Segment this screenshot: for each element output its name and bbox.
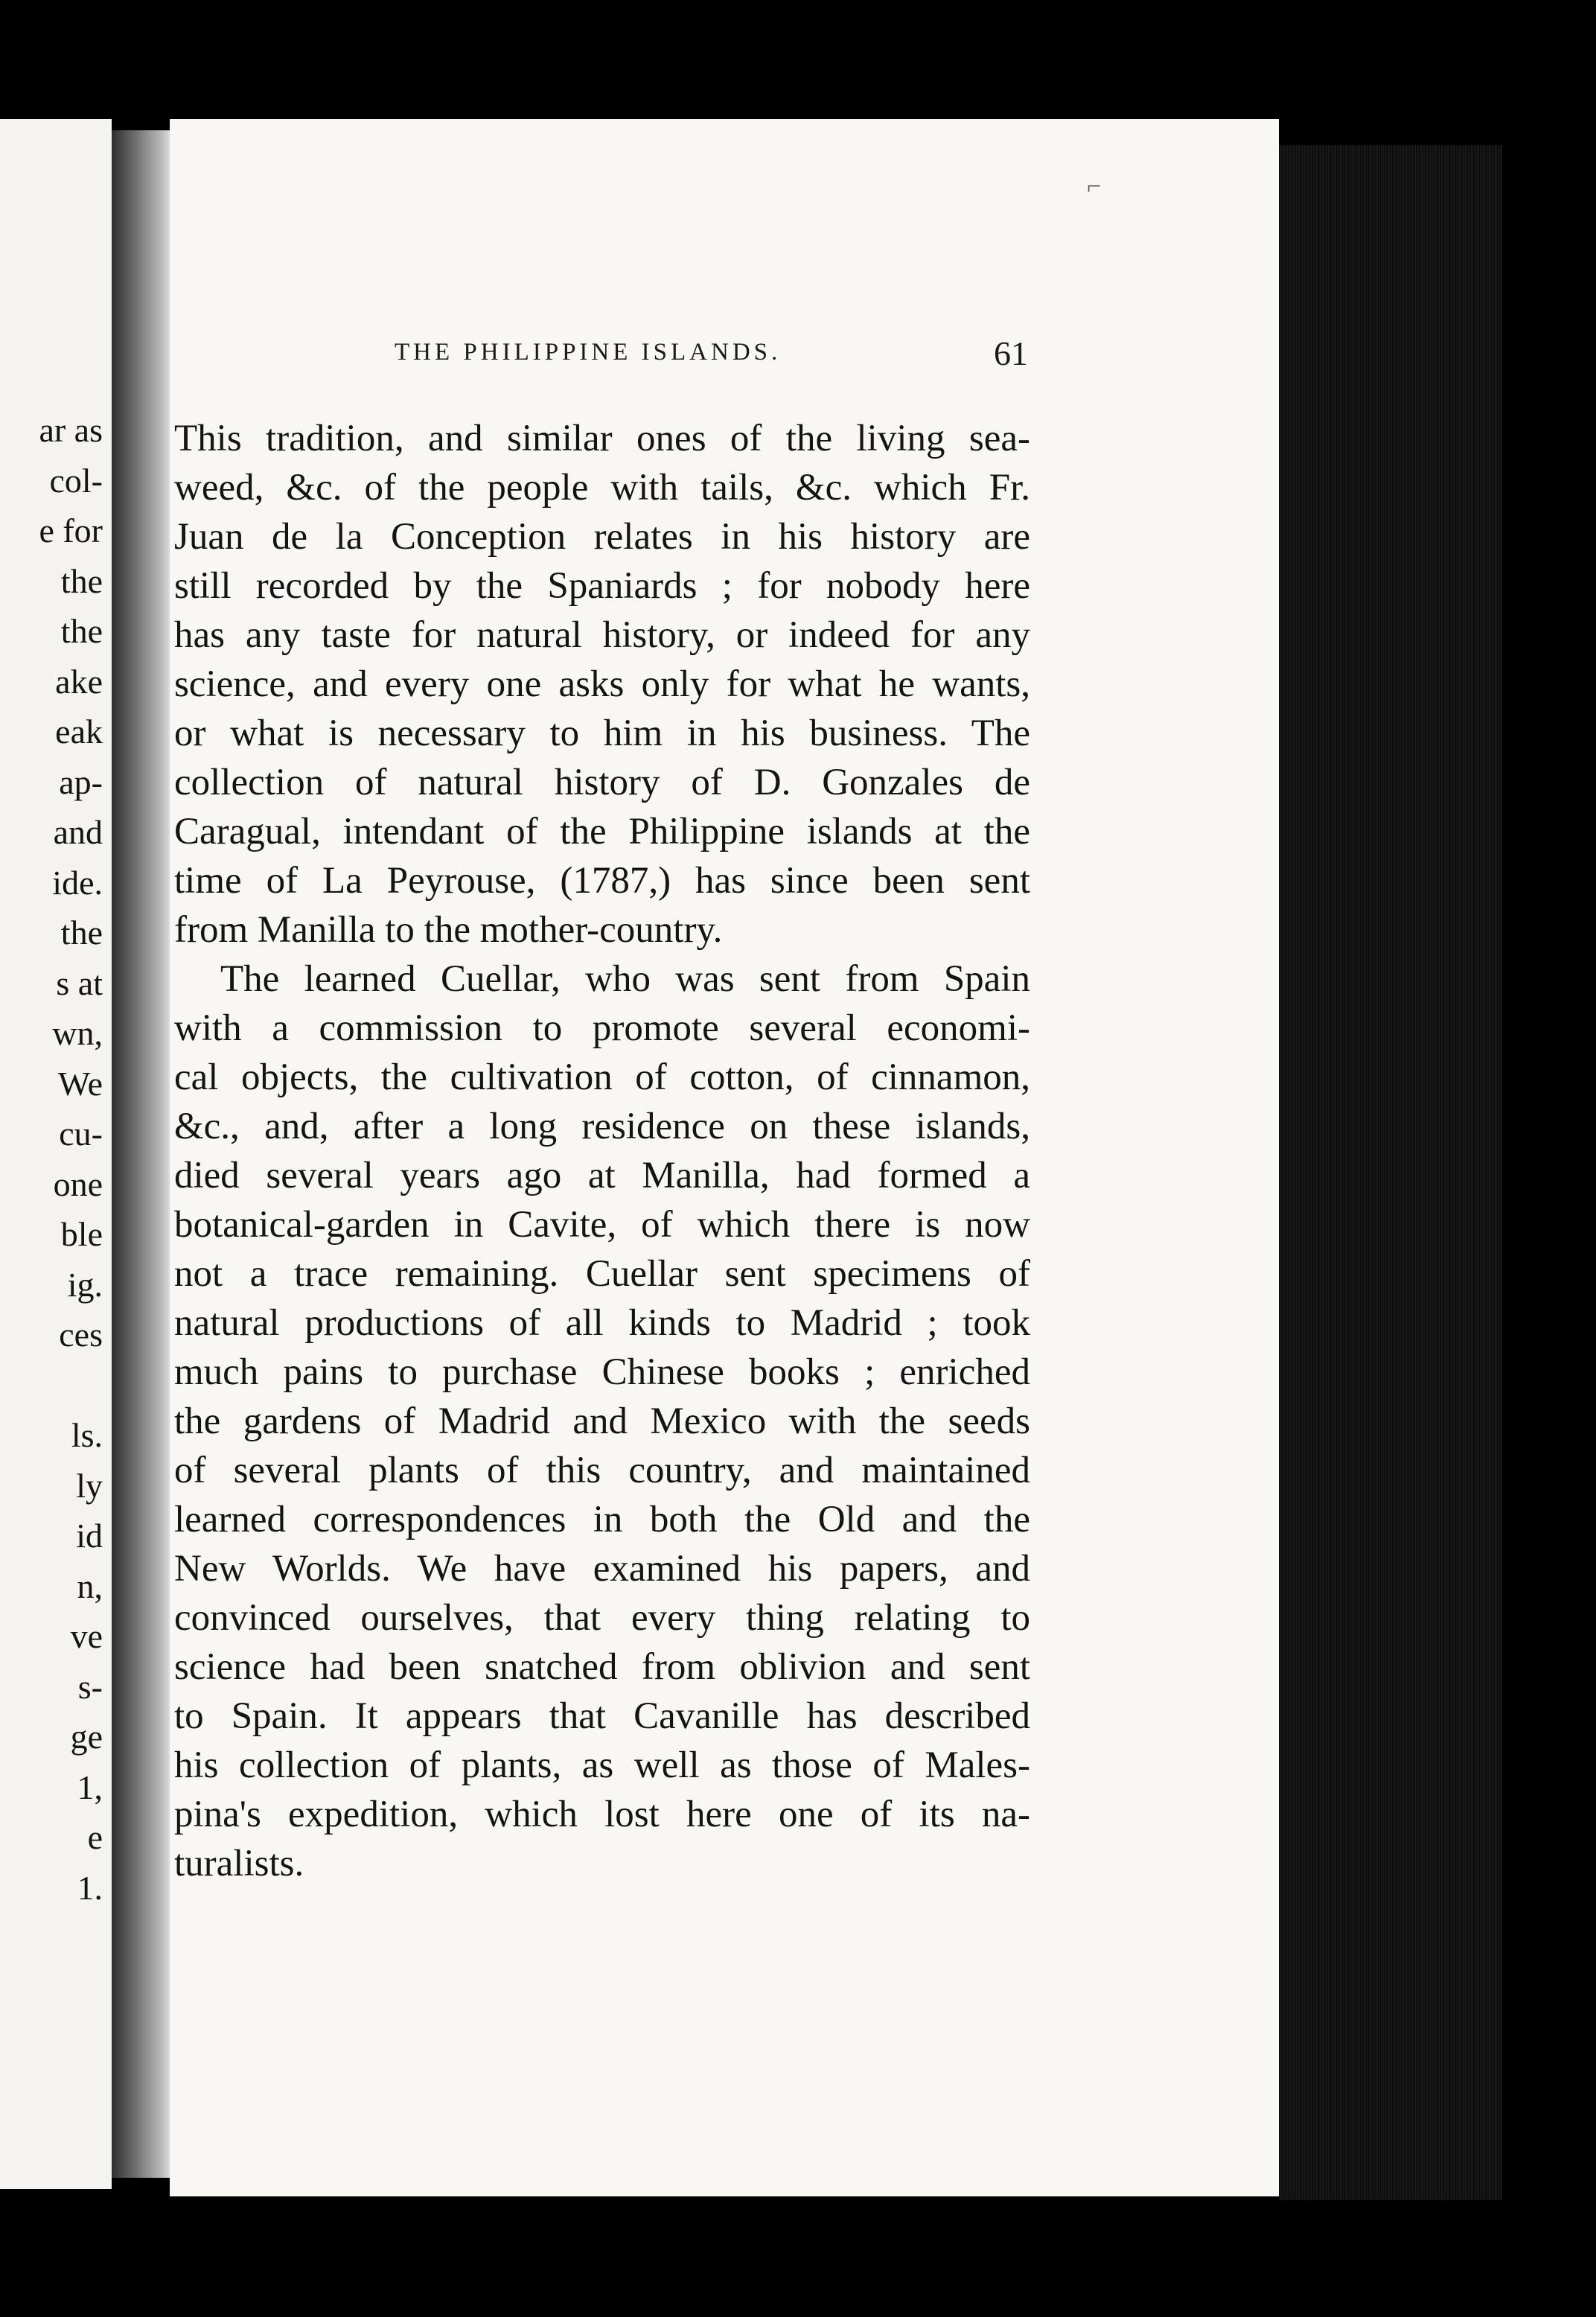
text-line: not a trace remaining. Cuellar sent specimens of <box>174 1253 1030 1295</box>
text-line: still recorded by the Spaniards ; for nobody here <box>174 565 1030 607</box>
text-line: natural productions of all kinds to Madrid ; took <box>174 1302 1030 1344</box>
left-page-line-fragment: ide. <box>52 863 103 902</box>
left-page-line-fragment: eak <box>55 713 103 750</box>
text-line: from Manilla to the mother-country. <box>174 909 723 951</box>
left-page-line-fragment: id <box>76 1517 103 1555</box>
running-header: THE PHILIPPINE ISLANDS. <box>395 339 782 366</box>
left-page-line-fragment: one <box>53 1164 103 1203</box>
left-page-line-fragment: wn, <box>52 1014 103 1052</box>
left-page-line-fragment: 1. <box>77 1868 103 1907</box>
left-page-line-fragment: e for <box>39 511 103 549</box>
book-gutter-shadow <box>112 130 171 2178</box>
body-text <box>174 414 1030 1888</box>
text-line: Caragual, intendant of the Philippine islands at the <box>174 811 1030 852</box>
left-page-line-fragment: the <box>60 914 103 952</box>
text-line: has any taste for natural history, or indeed for any <box>174 614 1030 656</box>
text-line: with a commission to promote several economi- <box>174 1007 1030 1049</box>
text-line: died several years ago at Manilla, had formed a <box>174 1155 1030 1196</box>
left-page-line-fragment: ble <box>60 1215 103 1253</box>
paragraph <box>174 954 1030 1888</box>
text-line: the gardens of Madrid and Mexico with the seeds <box>174 1400 1030 1442</box>
left-page-line-fragment: ig. <box>67 1265 103 1304</box>
left-page-line-fragment: the <box>60 612 103 650</box>
text-line: science, and every one asks only for what he wants, <box>174 663 1030 705</box>
text-line: learned correspondences in both the Old and the <box>174 1499 1030 1540</box>
left-page-line-fragment: e <box>87 1818 103 1856</box>
left-page-line-fragment: ly <box>76 1466 103 1505</box>
paragraph <box>174 414 1030 954</box>
left-page-line-fragment: 1, <box>77 1768 103 1806</box>
text-line: much pains to purchase Chinese books ; enriched <box>174 1351 1030 1393</box>
text-line: to Spain. It appears that Cavanille has described <box>174 1695 1030 1737</box>
text-line: science had been snatched from oblivion and sent <box>174 1646 1030 1688</box>
left-page-line-fragment: ar as <box>39 411 103 449</box>
text-line: turalists. <box>174 1843 304 1884</box>
text-line: convinced ourselves, that every thing relating to <box>174 1597 1030 1639</box>
stray-mark: ⌐ <box>1087 173 1102 200</box>
text-line: cal objects, the cultivation of cotton, of cinnamon, <box>174 1056 1030 1098</box>
left-page-line-fragment: ces <box>59 1316 103 1354</box>
left-page-line-fragment: ge <box>70 1718 103 1756</box>
page-number: 61 <box>994 334 1028 372</box>
text-line: Juan de la Conception relates in his history are <box>174 516 1030 558</box>
text-line: or what is necessary to him in his business. The <box>174 713 1030 754</box>
text-line: &c., and, after a long residence on these islands, <box>174 1106 1030 1147</box>
text-line: botanical-garden in Cavite, of which there is now <box>174 1204 1030 1246</box>
text-line: The learned Cuellar, who was sent from Spain <box>220 958 1030 1000</box>
left-page-line-fragment: s at <box>56 963 103 1002</box>
left-page-fragment <box>0 119 112 2189</box>
text-line: weed, &c. of the people with tails, &c. which Fr. <box>174 467 1030 509</box>
text-line: time of La Peyrouse, (1787,) has since been sent <box>174 860 1030 902</box>
left-page-line-fragment: and <box>53 813 103 851</box>
text-line: This tradition, and similar ones of the living sea- <box>174 418 1030 459</box>
text-line: collection of natural history of D. Gonzales de <box>174 762 1030 803</box>
left-page-line-fragment: We <box>57 1064 103 1103</box>
page-edges <box>1279 145 1502 2200</box>
left-page-line-fragment: ve <box>70 1617 103 1655</box>
text-line: his collection of plants, as well as those of Males- <box>174 1744 1030 1786</box>
left-page-line-fragment: col- <box>49 461 103 500</box>
left-page-line-fragment: s- <box>77 1667 103 1706</box>
left-page-line-fragment: n, <box>77 1567 103 1605</box>
left-page-line-fragment: the <box>60 561 103 600</box>
text-line: of several plants of this country, and maintained <box>174 1450 1030 1491</box>
left-page-line-fragment: ls. <box>71 1416 103 1454</box>
left-page-line-fragment: ap- <box>59 762 103 801</box>
left-page-line-fragment: cu- <box>59 1115 103 1153</box>
text-line: New Worlds. We have examined his papers, and <box>174 1548 1030 1590</box>
left-page-line-fragment: ake <box>55 662 103 701</box>
text-line: pina's expedition, which lost here one of its na- <box>174 1794 1030 1835</box>
